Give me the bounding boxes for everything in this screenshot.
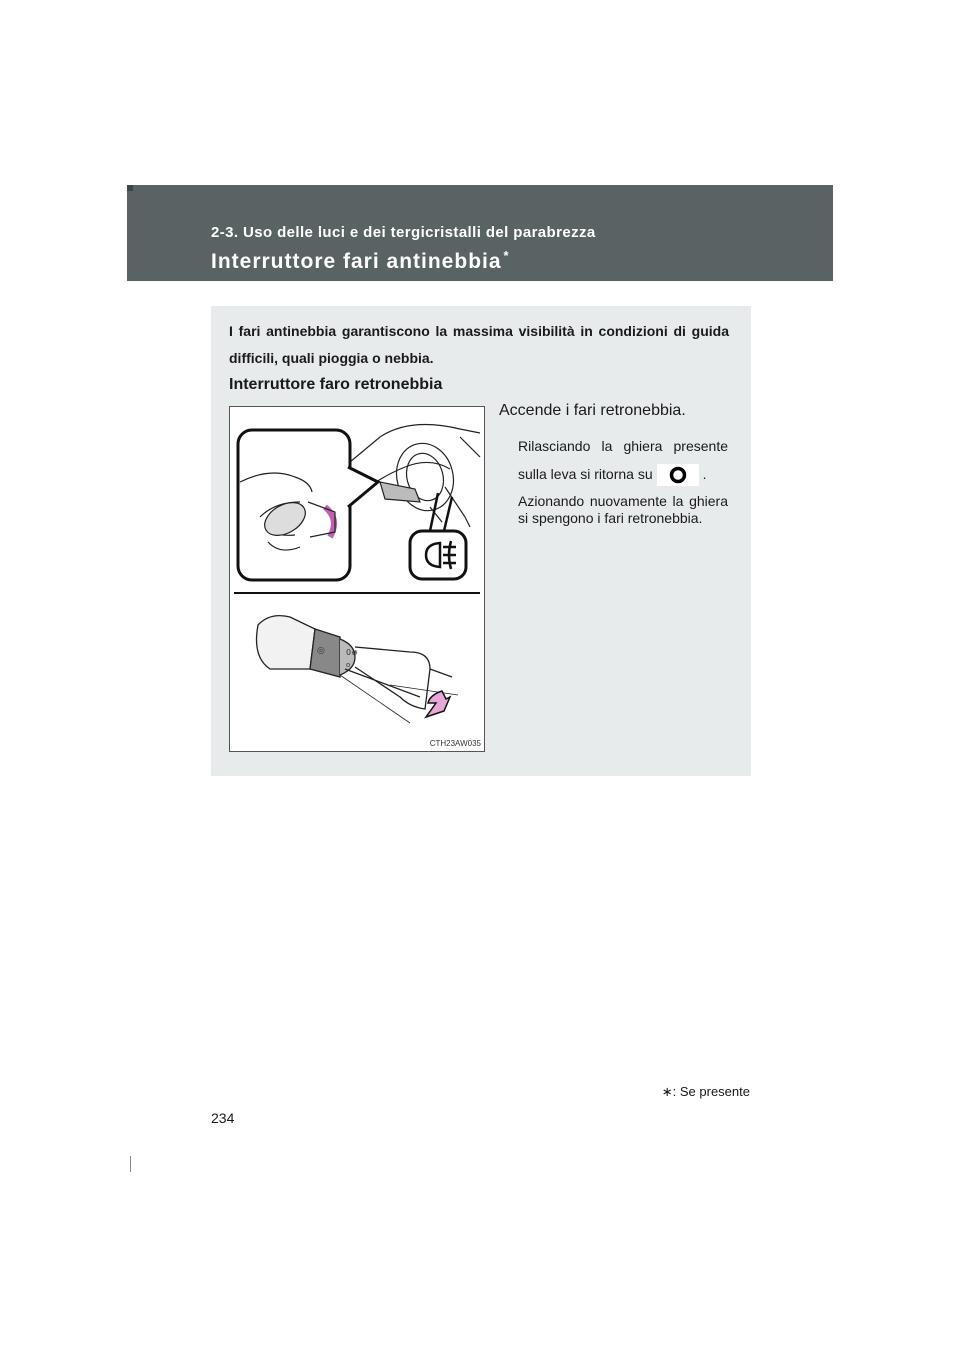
rear-fog-icon-box <box>410 531 466 579</box>
optional-marker: * <box>503 248 510 263</box>
svg-text:o: o <box>346 661 351 669</box>
release-note <box>518 432 728 488</box>
margin-mark <box>130 1156 131 1172</box>
switch-illustration <box>229 406 485 752</box>
front-fog-light-icon <box>657 464 699 486</box>
page-title <box>211 250 510 274</box>
illustration-drawing <box>230 407 484 751</box>
intro-paragraph: I fari antinebbia garantiscono la massima visibilità in condizioni di guida difficili, quali pioggia o nebbia. <box>229 323 729 366</box>
svg-text:◎: ◎ <box>317 646 325 656</box>
section-title: 2-3. Uso delle luci e dei tergicristalli del parabrezza <box>211 224 596 241</box>
release-note-end: . <box>702 466 707 482</box>
footnote: ∗: Se presente <box>661 1084 750 1099</box>
dashboard-view <box>350 425 480 528</box>
rotate-arrow-icon <box>426 691 450 717</box>
figure-code: CTH23AW035 <box>429 739 481 748</box>
page-title-text: Interruttore fari antinebbia <box>211 250 502 273</box>
lever-illustration <box>257 616 459 723</box>
svg-text:0≢: 0≢ <box>346 648 358 657</box>
page-number: 234 <box>211 1110 235 1126</box>
repeat-note: Azionando nuovamente la ghiera si spengono i fari retronebbia. <box>518 493 728 526</box>
action-heading: Accende i fari retronebbia. <box>499 402 686 419</box>
header-corner-mark <box>127 185 133 191</box>
subheading: Interruttore faro retronebbia <box>229 376 443 393</box>
callout-pointer <box>348 467 378 507</box>
release-note-text: Rilasciando la ghiera presente sulla leva si ritorna su <box>518 438 728 482</box>
